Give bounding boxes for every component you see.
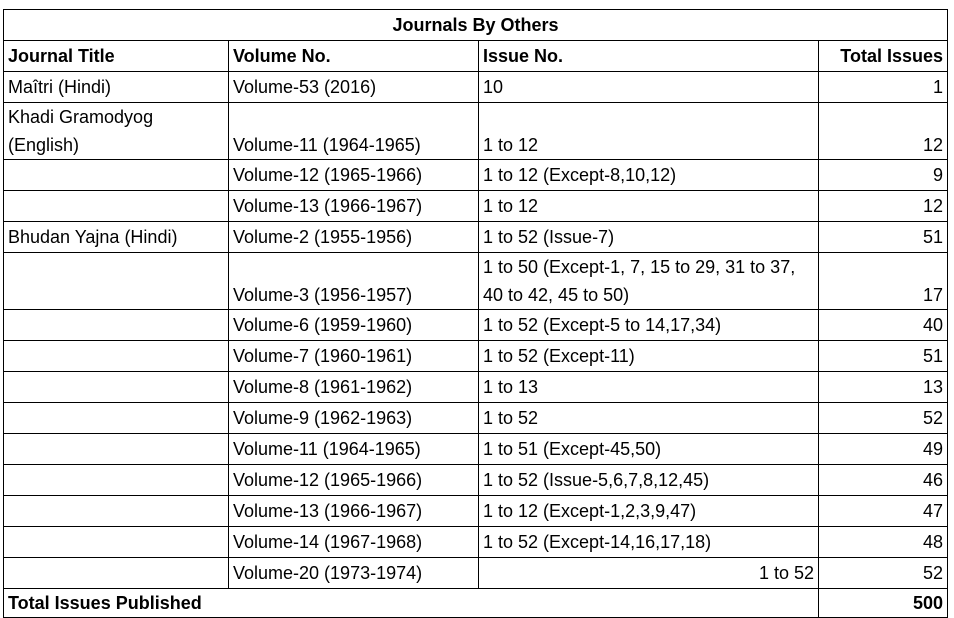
cell-volume-no: Volume-53 (2016) — [229, 72, 479, 103]
table-row — [4, 527, 948, 558]
cell-journal-title — [4, 341, 229, 372]
cell-volume-no: Volume-6 (1959-1960) — [229, 310, 479, 341]
cell-journal-title: Khadi Gramodyog (English) — [4, 103, 229, 160]
cell-journal-title — [4, 465, 229, 496]
cell-issue-no: 1 to 52 (Except-5 to 14,17,34) — [479, 310, 819, 341]
cell-issue-no: 1 to 12 (Except-1,2,3,9,47) — [479, 496, 819, 527]
cell-journal-title — [4, 372, 229, 403]
table-row — [4, 191, 948, 222]
cell-journal-title — [4, 160, 229, 191]
cell-volume-no: Volume-7 (1960-1961) — [229, 341, 479, 372]
cell-journal-title — [4, 558, 229, 589]
table-title-row — [4, 10, 948, 41]
header-journal-title: Journal Title — [4, 41, 229, 72]
cell-issue-no: 1 to 52 (Issue-7) — [479, 222, 819, 253]
header-issue-no: Issue No. — [479, 41, 819, 72]
table-row — [4, 72, 948, 103]
cell-total-issues: 46 — [819, 465, 948, 496]
cell-total-issues: 12 — [819, 103, 948, 160]
cell-issue-no: 1 to 52 — [479, 558, 819, 589]
cell-issue-no: 10 — [479, 72, 819, 103]
cell-volume-no: Volume-11 (1964-1965) — [229, 103, 479, 160]
table-row — [4, 222, 948, 253]
cell-issue-no: 1 to 52 (Issue-5,6,7,8,12,45) — [479, 465, 819, 496]
cell-issue-no: 1 to 52 (Except-14,16,17,18) — [479, 527, 819, 558]
cell-issue-no: 1 to 50 (Except-1, 7, 15 to 29, 31 to 37, 40 to 42, 45 to 50) — [479, 253, 819, 310]
cell-total-issues: 51 — [819, 222, 948, 253]
cell-total-issues: 40 — [819, 310, 948, 341]
table-row — [4, 496, 948, 527]
total-value: 500 — [819, 589, 948, 618]
cell-journal-title — [4, 496, 229, 527]
table-row — [4, 372, 948, 403]
cell-volume-no: Volume-13 (1966-1967) — [229, 496, 479, 527]
cell-volume-no: Volume-12 (1965-1966) — [229, 160, 479, 191]
cell-total-issues: 1 — [819, 72, 948, 103]
cell-total-issues: 51 — [819, 341, 948, 372]
cell-volume-no: Volume-12 (1965-1966) — [229, 465, 479, 496]
cell-issue-no: 1 to 12 — [479, 103, 819, 160]
total-label: Total Issues Published — [4, 589, 819, 618]
table-row — [4, 465, 948, 496]
cell-journal-title: Maîtri (Hindi) — [4, 72, 229, 103]
table-row — [4, 558, 948, 589]
cell-issue-no: 1 to 12 — [479, 191, 819, 222]
total-row — [4, 589, 948, 618]
table-row — [4, 103, 948, 160]
cell-journal-title — [4, 527, 229, 558]
cell-volume-no: Volume-20 (1973-1974) — [229, 558, 479, 589]
cell-journal-title — [4, 253, 229, 310]
cell-volume-no: Volume-8 (1961-1962) — [229, 372, 479, 403]
cell-total-issues: 49 — [819, 434, 948, 465]
cell-total-issues: 47 — [819, 496, 948, 527]
table-row — [4, 403, 948, 434]
cell-volume-no: Volume-9 (1962-1963) — [229, 403, 479, 434]
cell-total-issues: 9 — [819, 160, 948, 191]
cell-journal-title — [4, 310, 229, 341]
cell-journal-title — [4, 403, 229, 434]
cell-journal-title — [4, 191, 229, 222]
cell-journal-title: Bhudan Yajna (Hindi) — [4, 222, 229, 253]
journals-table — [3, 9, 948, 618]
cell-total-issues: 48 — [819, 527, 948, 558]
table-row — [4, 253, 948, 310]
cell-issue-no: 1 to 13 — [479, 372, 819, 403]
cell-total-issues: 17 — [819, 253, 948, 310]
table-title: Journals By Others — [4, 10, 948, 41]
header-total-issues: Total Issues — [819, 41, 948, 72]
cell-issue-no: 1 to 52 (Except-11) — [479, 341, 819, 372]
table-row — [4, 160, 948, 191]
cell-issue-no: 1 to 52 — [479, 403, 819, 434]
cell-volume-no: Volume-11 (1964-1965) — [229, 434, 479, 465]
cell-volume-no: Volume-2 (1955-1956) — [229, 222, 479, 253]
cell-issue-no: 1 to 51 (Except-45,50) — [479, 434, 819, 465]
table-row — [4, 434, 948, 465]
cell-volume-no: Volume-14 (1967-1968) — [229, 527, 479, 558]
header-volume-no: Volume No. — [229, 41, 479, 72]
table-row — [4, 341, 948, 372]
cell-volume-no: Volume-3 (1956-1957) — [229, 253, 479, 310]
cell-total-issues: 12 — [819, 191, 948, 222]
header-row — [4, 41, 948, 72]
cell-total-issues: 52 — [819, 403, 948, 434]
cell-total-issues: 13 — [819, 372, 948, 403]
table-row — [4, 310, 948, 341]
table-body — [4, 72, 948, 589]
cell-journal-title — [4, 434, 229, 465]
cell-volume-no: Volume-13 (1966-1967) — [229, 191, 479, 222]
cell-issue-no: 1 to 12 (Except-8,10,12) — [479, 160, 819, 191]
cell-total-issues: 52 — [819, 558, 948, 589]
